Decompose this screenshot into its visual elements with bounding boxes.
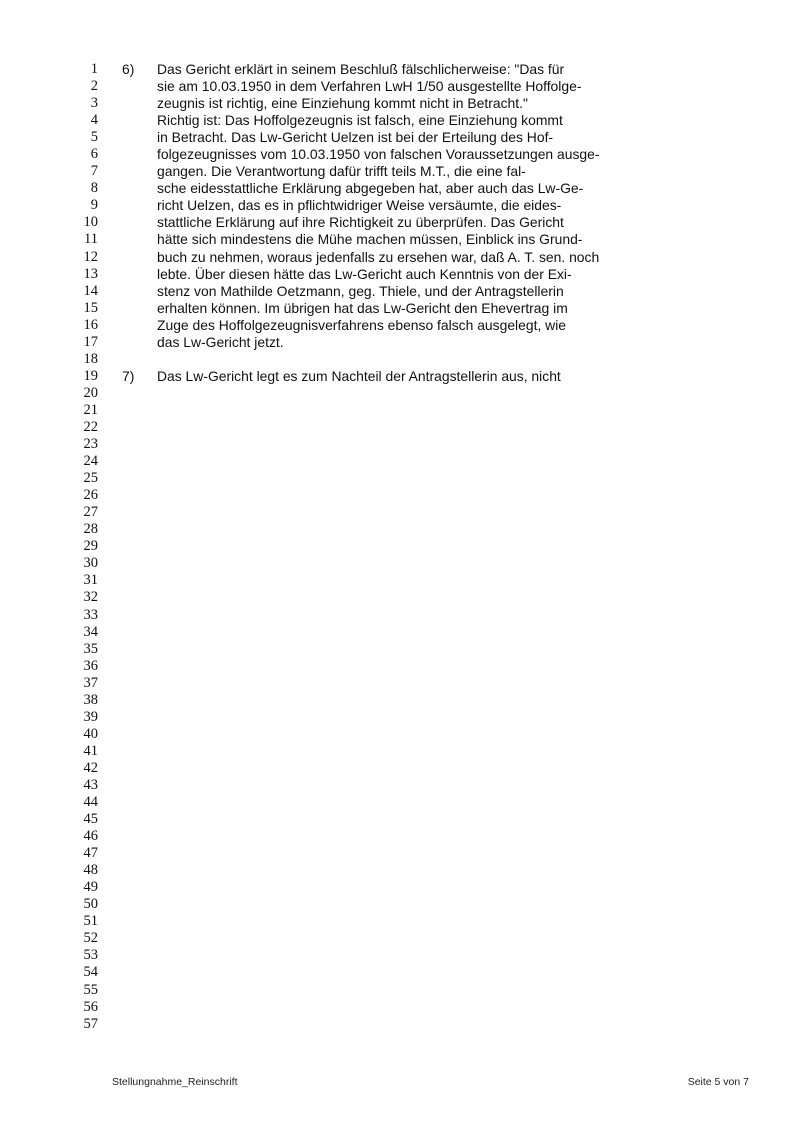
text-line: [122, 368, 682, 385]
line-number: 46: [83, 828, 98, 845]
line-number-column: [60, 61, 98, 1033]
text-line-content: Das Gericht erklärt in seinem Beschluß fälschlicherweise: "Das für: [157, 61, 565, 77]
footer-document-name: Stellungnahme_Reinschrift: [112, 1076, 238, 1088]
line-number: 13: [83, 265, 98, 282]
line-number: 42: [83, 759, 98, 776]
line-number: 31: [83, 572, 98, 589]
text-line: [122, 266, 682, 283]
line-number: 30: [83, 555, 98, 572]
line-number: 9: [90, 197, 98, 214]
text-line-content: sie am 10.03.1950 in dem Verfahren LwH 1/50 ausgestellte Hoffolge-: [157, 78, 582, 95]
text-line-content: hätte sich mindestens die Mühe machen müssen, Einblick ins Grund-: [157, 231, 583, 248]
text-line-content: gangen. Die Verantwortung dafür trifft teils M.T., die eine fal-: [157, 163, 526, 180]
text-line: [122, 300, 682, 317]
line-number: 25: [83, 470, 98, 487]
line-number: 20: [83, 384, 98, 401]
footer-page-number: Seite 5 von 7: [687, 1076, 749, 1088]
line-number: 15: [83, 299, 98, 316]
line-number: 54: [83, 964, 98, 981]
line-number: 57: [83, 1015, 98, 1032]
line-number: 23: [83, 436, 98, 453]
line-number: 12: [83, 248, 98, 265]
text-line-content: erhalten können. Im übrigen hat das Lw-Gericht den Ehevertrag im: [157, 299, 568, 316]
text-line-content: folgezeugnisses vom 10.03.1950 von falschen Voraussetzungen ausge-: [157, 146, 600, 163]
line-number: 37: [83, 674, 98, 691]
line-number: 33: [83, 606, 98, 623]
line-number: 24: [83, 453, 98, 470]
line-number: 10: [83, 214, 98, 231]
line-number: 36: [83, 657, 98, 674]
line-number: 48: [83, 862, 98, 879]
text-line: [122, 61, 682, 78]
line-number: 41: [83, 742, 98, 759]
line-number: 43: [83, 776, 98, 793]
line-number: 26: [83, 487, 98, 504]
text-line: [122, 197, 682, 214]
text-line-content: das Lw-Gericht jetzt.: [157, 333, 284, 350]
line-number: 38: [83, 691, 98, 708]
blank-line: [122, 351, 682, 368]
line-number: 55: [83, 981, 98, 998]
line-number: 22: [83, 418, 98, 435]
text-line: [122, 180, 682, 197]
text-line: [122, 214, 682, 231]
line-number: 56: [83, 998, 98, 1015]
text-line-content: in Betracht. Das Lw-Gericht Uelzen ist bei der Erteilung des Hof-: [157, 129, 554, 146]
text-line: [122, 163, 682, 180]
line-number: 32: [83, 589, 98, 606]
line-number: 51: [83, 913, 98, 930]
line-number: 49: [83, 879, 98, 896]
line-number: 17: [83, 333, 98, 350]
section-number: 6): [122, 61, 135, 77]
text-line: [122, 146, 682, 163]
line-number: 18: [83, 350, 98, 367]
text-line-content: richt Uelzen, das es in pflichtwidriger Weise versäumte, die eides-: [157, 197, 562, 214]
text-line: [122, 231, 682, 248]
text-line: [122, 283, 682, 300]
text-line-content: buch zu nehmen, woraus jedenfalls zu ersehen war, daß A. T. sen. noch: [157, 248, 600, 265]
line-number: 21: [83, 401, 98, 418]
line-number: 8: [90, 180, 98, 197]
text-line-content: zeugnis ist richtig, eine Einziehung kommt nicht in Betracht.": [157, 95, 528, 112]
text-line-content: stattliche Erklärung auf ihre Richtigkeit zu überprüfen. Das Gericht: [157, 214, 564, 231]
line-number: 29: [83, 538, 98, 555]
line-number: 35: [83, 640, 98, 657]
line-number: 50: [83, 896, 98, 913]
line-number: 53: [83, 947, 98, 964]
line-number: 39: [83, 708, 98, 725]
text-line-content: Das Lw-Gericht legt es zum Nachteil der Antragstellerin aus, nicht: [157, 367, 561, 384]
text-line: [122, 129, 682, 146]
line-number: 6: [90, 146, 98, 163]
text-line: [122, 334, 682, 351]
text-line: [122, 95, 682, 112]
line-number: 44: [83, 794, 98, 811]
line-number: 2: [90, 78, 98, 95]
line-number: 28: [83, 521, 98, 538]
text-line-content: lebte. Über diesen hätte das Lw-Gericht auch Kenntnis von der Exi-: [157, 265, 572, 282]
line-number: 40: [83, 725, 98, 742]
document-body: [122, 61, 682, 385]
text-line-content: Zuge des Hoffolgezeugnisverfahrens ebenso falsch ausgelegt, wie: [157, 316, 567, 333]
line-number: 14: [83, 282, 98, 299]
line-number: 52: [83, 930, 98, 947]
line-number: 7: [90, 163, 98, 180]
text-line: [122, 249, 682, 266]
line-number: 19: [83, 367, 98, 384]
line-number: 5: [90, 129, 98, 146]
text-line: [122, 78, 682, 95]
section-number: 7): [122, 367, 135, 384]
line-number: 11: [84, 231, 98, 248]
line-number: 45: [83, 811, 98, 828]
line-number: 27: [83, 504, 98, 521]
text-line-content: Richtig ist: Das Hoffolgezeugnis ist falsch, eine Einziehung kommt: [157, 112, 563, 129]
line-number: 3: [90, 95, 98, 112]
text-line-content: sche eidesstattliche Erklärung abgegeben hat, aber auch das Lw-Ge-: [157, 180, 584, 197]
line-number: 1: [90, 61, 98, 77]
line-number: 34: [83, 623, 98, 640]
text-line-content: stenz von Mathilde Oetzmann, geg. Thiele, und der Antragstellerin: [157, 282, 564, 299]
line-number: 16: [83, 316, 98, 333]
text-line: [122, 317, 682, 334]
line-number: 47: [83, 845, 98, 862]
line-number: 4: [90, 112, 98, 129]
text-line: [122, 112, 682, 129]
